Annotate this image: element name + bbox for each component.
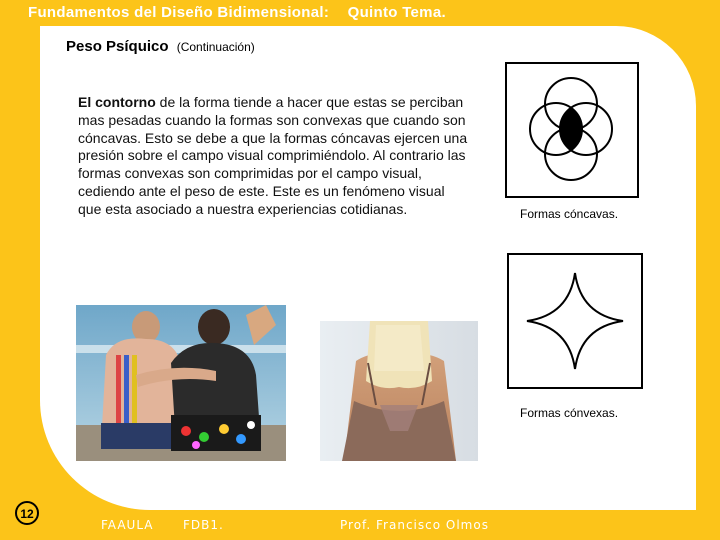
concave-caption: Formas cóncavas. [520,207,619,221]
slide-header [28,4,446,21]
photo-couple-beach [76,305,286,461]
body-text: de la forma tiende a hacer que estas se perciban mas pesadas cuando la formas son convexas que cuando son cóncavas. Esto se debe a que la formas cóncavas ejercen una presión sobre el campo visual comprimiéndolo. Al contrario las formas convexas son comprimidas por el campo visual, cediendo ante el peso de este. Este es un fenómeno visual que esta asociado a nuestra experiencias cotidianas. [78,94,468,217]
section-title [66,38,255,55]
photo-woman-back [320,321,478,461]
unit-title: Quinto Tema. [347,4,446,21]
body-paragraph [78,94,468,219]
page-number-text: 12 [20,507,34,521]
footer-professor: Prof. Francisco Olmos [340,518,489,532]
section-title-main: Peso Psíquico [66,38,169,55]
footer-school: FAAULA [101,518,154,532]
body-lead-term: El contorno [78,94,156,110]
footer-code: FDB1. [183,518,224,532]
section-title-note: (Continuación) [176,40,255,54]
concave-shapes-figure [505,62,639,198]
page-number-badge [14,500,40,526]
convex-caption: Formas cónvexas. [520,406,619,420]
course-title: Fundamentos del Diseño Bidimensional: [28,4,330,21]
convex-shape-figure [507,253,643,389]
